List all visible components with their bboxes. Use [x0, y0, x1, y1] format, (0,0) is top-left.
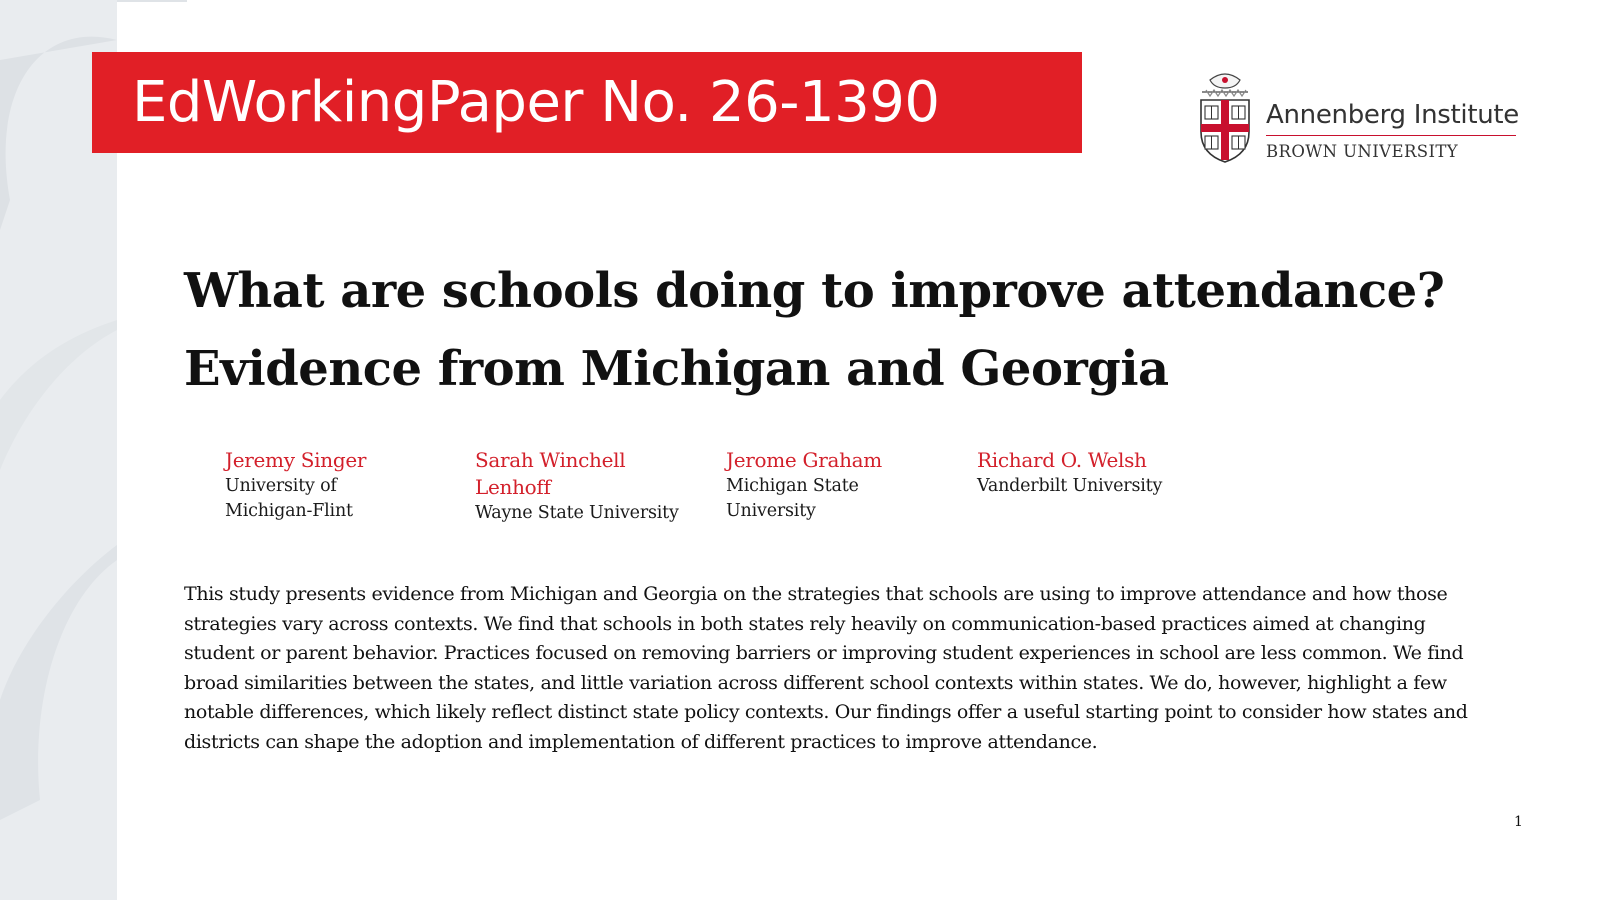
top-edge-line — [117, 0, 187, 2]
abstract-line: notable differences, which likely reflect distinct state policy contexts. Our findings offer a useful starting point to consider how states and — [184, 701, 1468, 723]
paper-title — [184, 252, 1484, 408]
institute-name: Annenberg Institute — [1266, 100, 1519, 130]
university-name: BROWN UNIVERSITY — [1266, 142, 1459, 161]
author-affiliation: University of — [225, 476, 337, 496]
page-number: 1 — [1514, 814, 1523, 830]
abstract-line: districts can shape the adoption and implementation of different practices to improve attendance. — [184, 730, 1098, 753]
title-line: Evidence from Michigan and Georgia — [184, 341, 1169, 397]
author-block — [475, 447, 679, 526]
abstract-line: This study presents evidence from Michigan and Georgia on the strategies that schools are using to improve attendance and how those — [184, 583, 1448, 605]
author-block — [726, 447, 882, 524]
abstract-line: broad similarities between the states, and little variation across different school contexts within states. We do, however, highlight a few — [184, 671, 1447, 694]
working-paper-banner — [92, 52, 1082, 153]
author-affiliation: Wayne State University — [475, 503, 679, 523]
author-name: Sarah Winchell — [475, 448, 626, 472]
title-line: What are schools doing to improve attendance? — [184, 263, 1445, 319]
author-name: Jerome Graham — [726, 448, 882, 472]
working-paper-number: EdWorkingPaper No. 26-1390 — [132, 70, 940, 135]
annenberg-logo — [1196, 70, 1536, 170]
author-affiliation: Michigan-Flint — [225, 501, 353, 521]
author-affiliation: University — [726, 501, 816, 521]
author-name: Richard O. Welsh — [977, 448, 1147, 472]
abstract-line: student or parent behavior. Practices focused on removing barriers or improving student experiences in school are less common. We find — [184, 642, 1464, 664]
brown-university-seal-icon — [1196, 70, 1254, 165]
abstract-line: strategies vary across contexts. We find that schools in both states rely heavily on communication-based practices aimed at changing — [184, 612, 1426, 635]
author-affiliation: Vanderbilt University — [977, 476, 1163, 496]
author-block — [977, 447, 1162, 499]
author-name: Jeremy Singer — [225, 448, 367, 472]
author-name: Lenhoff — [475, 475, 551, 499]
logo-divider — [1266, 135, 1516, 136]
author-block — [225, 447, 366, 524]
author-affiliation: Michigan State — [726, 476, 859, 496]
abstract-text — [184, 580, 1524, 757]
